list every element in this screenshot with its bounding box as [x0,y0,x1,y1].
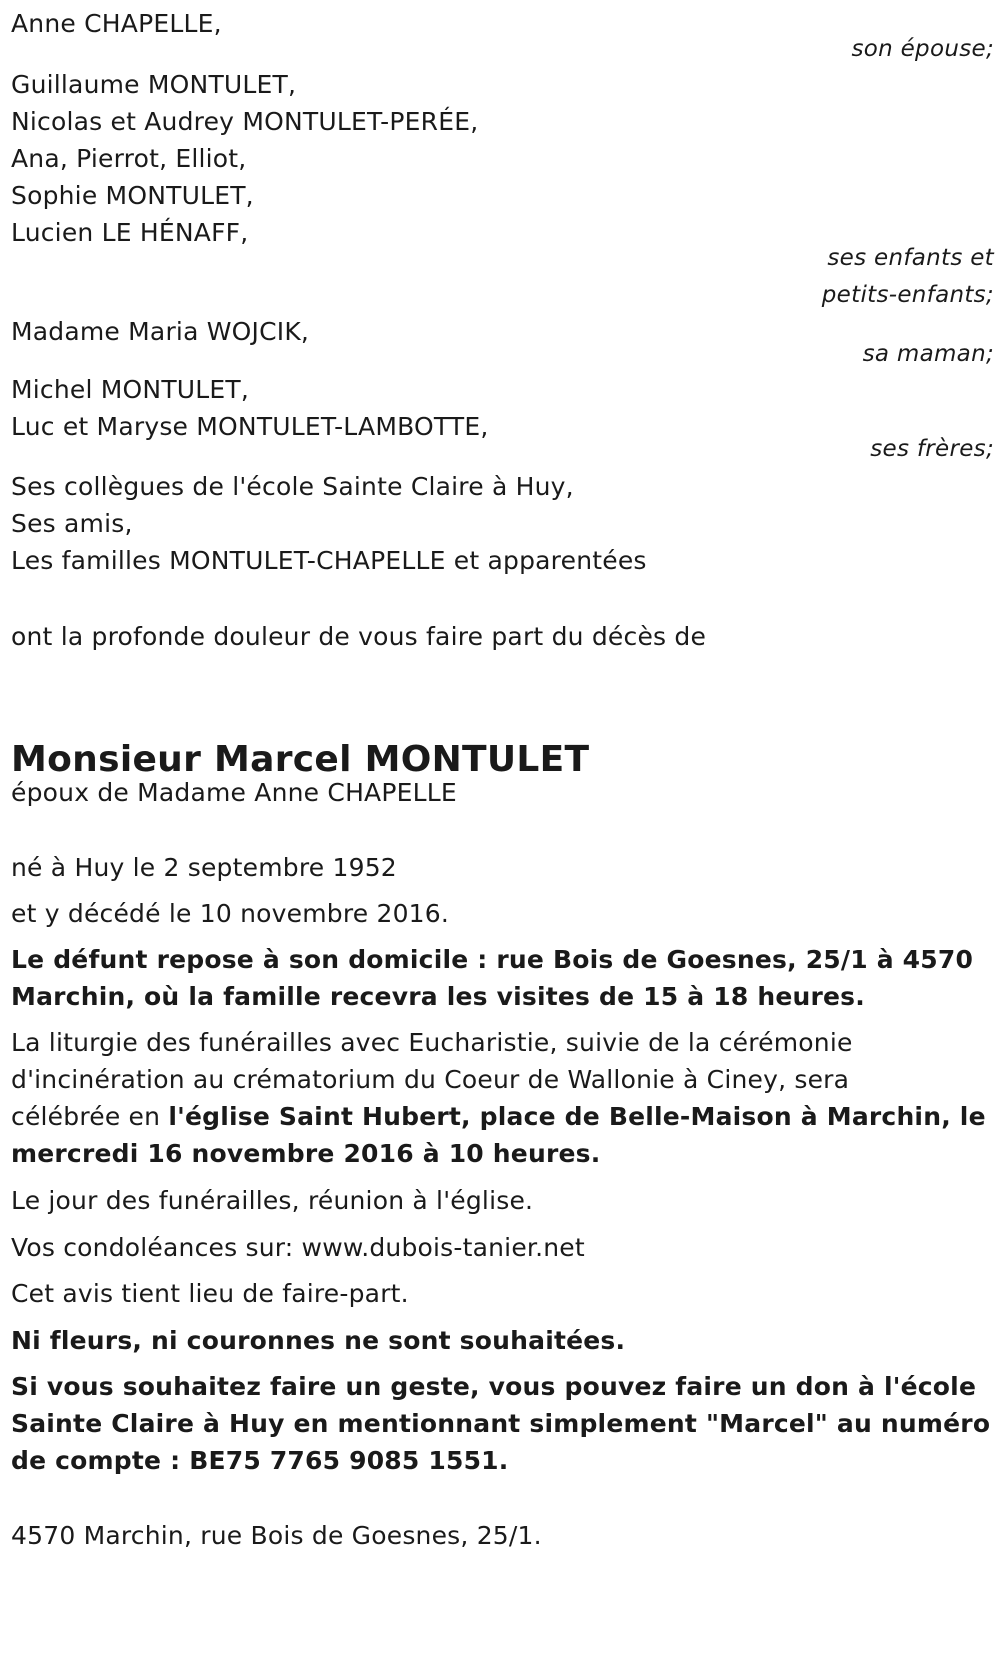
liturgy-text: célébrée en [11,1102,169,1131]
children-role-continued: petits-enfants; [821,282,994,308]
condolences-line: Vos condoléances sur: www.dubois-tanier.net [11,1233,585,1262]
address-line: 4570 Marchin, rue Bois de Goesnes, 25/1. [11,1521,542,1550]
children-role: ses enfants et [827,245,994,271]
child-name: Sophie MONTULET, [11,181,254,210]
brother-name: Luc et Maryse MONTULET-LAMBOTTE, [11,412,489,441]
announcement-text: ont la profonde douleur de vous faire part du décès de [11,622,707,651]
mother-role: sa maman; [862,341,994,367]
meeting-line: Le jour des funérailles, réunion à l'église. [11,1186,534,1215]
friends-line: Ses amis, [11,509,133,538]
spouse-name: Anne CHAPELLE, [11,9,222,38]
liturgy-line [11,1097,986,1137]
visitation-line: Marchin, où la famille recevra les visites de 15 à 18 heures. [11,982,865,1011]
child-name: Nicolas et Audrey MONTULET-PERÉE, [11,107,479,136]
funeral-date: mercredi 16 novembre 2016 à 10 heures. [11,1139,601,1168]
grandchildren-names: Ana, Pierrot, Elliot, [11,144,247,173]
colleagues-line: Ses collègues de l'école Sainte Claire à Huy, [11,472,574,501]
mother-name: Madame Maria WOJCIK, [11,317,310,346]
brothers-role: ses frères; [870,436,994,462]
donation-account: de compte : BE75 7765 9085 1551. [11,1446,509,1475]
brother-name: Michel MONTULET, [11,375,250,404]
church-location: l'église Saint Hubert, place de Belle-Maison à Marchin, le [168,1102,986,1131]
deceased-name: Monsieur Marcel MONTULET [11,739,590,780]
families-line: Les familles MONTULET-CHAPELLE et apparentées [11,546,647,575]
spouse-role: son épouse; [851,36,994,62]
donation-line: Si vous souhaitez faire un geste, vous pouvez faire un don à l'école [11,1372,977,1401]
no-flowers-line: Ni fleurs, ni couronnes ne sont souhaitées. [11,1326,626,1355]
donation-line: Sainte Claire à Huy en mentionnant simplement "Marcel" au numéro [11,1409,991,1438]
visitation-line: Le défunt repose à son domicile : rue Bois de Goesnes, 25/1 à 4570 [11,945,974,974]
liturgy-line: La liturgie des funérailles avec Eucharistie, suivie de la cérémonie [11,1028,853,1057]
liturgy-line: d'incinération au crématorium du Coeur de Wallonie à Ciney, sera [11,1065,850,1094]
notice-line: Cet avis tient lieu de faire-part. [11,1279,409,1308]
child-name: Lucien LE HÉNAFF, [11,218,249,247]
child-name: Guillaume MONTULET, [11,70,297,99]
death-line: et y décédé le 10 novembre 2016. [11,899,450,928]
birth-line: né à Huy le 2 septembre 1952 [11,853,397,882]
spouse-of-line: époux de Madame Anne CHAPELLE [11,778,457,807]
